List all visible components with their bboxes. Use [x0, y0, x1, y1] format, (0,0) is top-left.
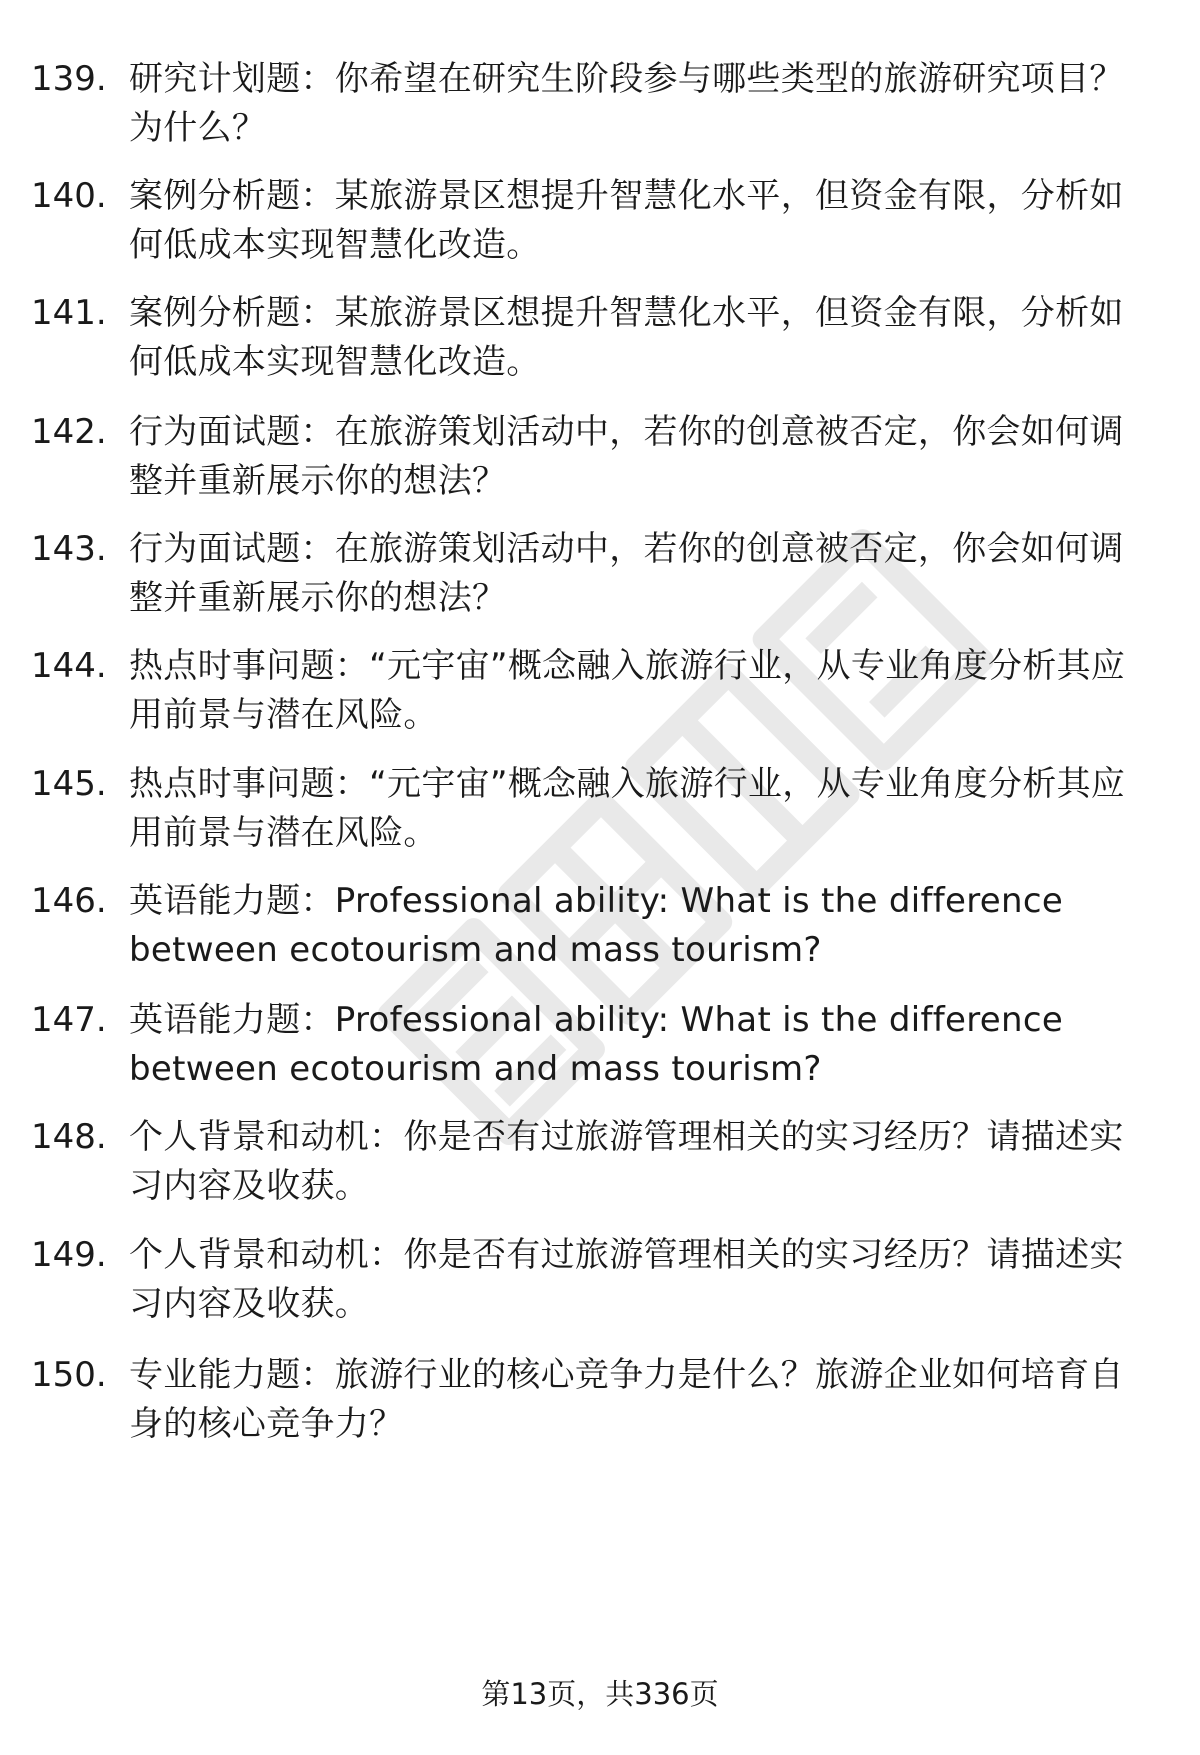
question-text: 个人背景和动机：你是否有过旅游管理相关的实习经历？请描述实习内容及收获。	[129, 1235, 1124, 1324]
question-number: 139.	[31, 59, 107, 99]
question-text: 案例分析题：某旅游景区想提升智慧化水平，但资金有限，分析如何低成本实现智慧化改造。	[129, 176, 1124, 265]
question-text: 案例分析题：某旅游景区想提升智慧化水平，但资金有限，分析如何低成本实现智慧化改造。	[129, 293, 1124, 382]
question-number: 142.	[31, 412, 107, 452]
page-number-footer: 第13页，共336页	[481, 1677, 719, 1711]
question-text: 专业能力题：旅游行业的核心竞争力是什么？旅游企业如何培育自身的核心竞争力？	[129, 1355, 1124, 1444]
question-number: 141.	[31, 293, 107, 333]
question-text: 研究计划题：你希望在研究生阶段参与哪些类型的旅游研究项目？为什么？	[129, 59, 1124, 148]
question-number: 140.	[31, 176, 107, 216]
question-number: 144.	[31, 646, 107, 686]
question-text: 英语能力题：Professional ability: What is the difference between ecotourism and mass tourism?	[129, 1000, 1064, 1089]
question-text: 个人背景和动机：你是否有过旅游管理相关的实习经历？请描述实习内容及收获。	[129, 1117, 1124, 1206]
question-number: 148.	[31, 1117, 107, 1157]
question-number: 145.	[31, 764, 107, 804]
question-text: 英语能力题：Professional ability: What is the difference between ecotourism and mass tourism?	[129, 881, 1064, 970]
question-number: 147.	[31, 1000, 107, 1040]
question-number: 143.	[31, 529, 107, 569]
question-text: 热点时事问题：“元宇宙”概念融入旅游行业，从专业角度分析其应用前景与潜在风险。	[129, 764, 1126, 853]
question-text: 行为面试题：在旅游策划活动中，若你的创意被否定，你会如何调整并重新展示你的想法？	[129, 412, 1124, 501]
question-number: 146.	[31, 881, 107, 921]
question-text: 热点时事问题：“元宇宙”概念融入旅游行业，从专业角度分析其应用前景与潜在风险。	[129, 646, 1126, 735]
question-number: 150.	[31, 1355, 107, 1395]
question-number: 149.	[31, 1235, 107, 1275]
question-text: 行为面试题：在旅游策划活动中，若你的创意被否定，你会如何调整并重新展示你的想法？	[129, 529, 1124, 618]
